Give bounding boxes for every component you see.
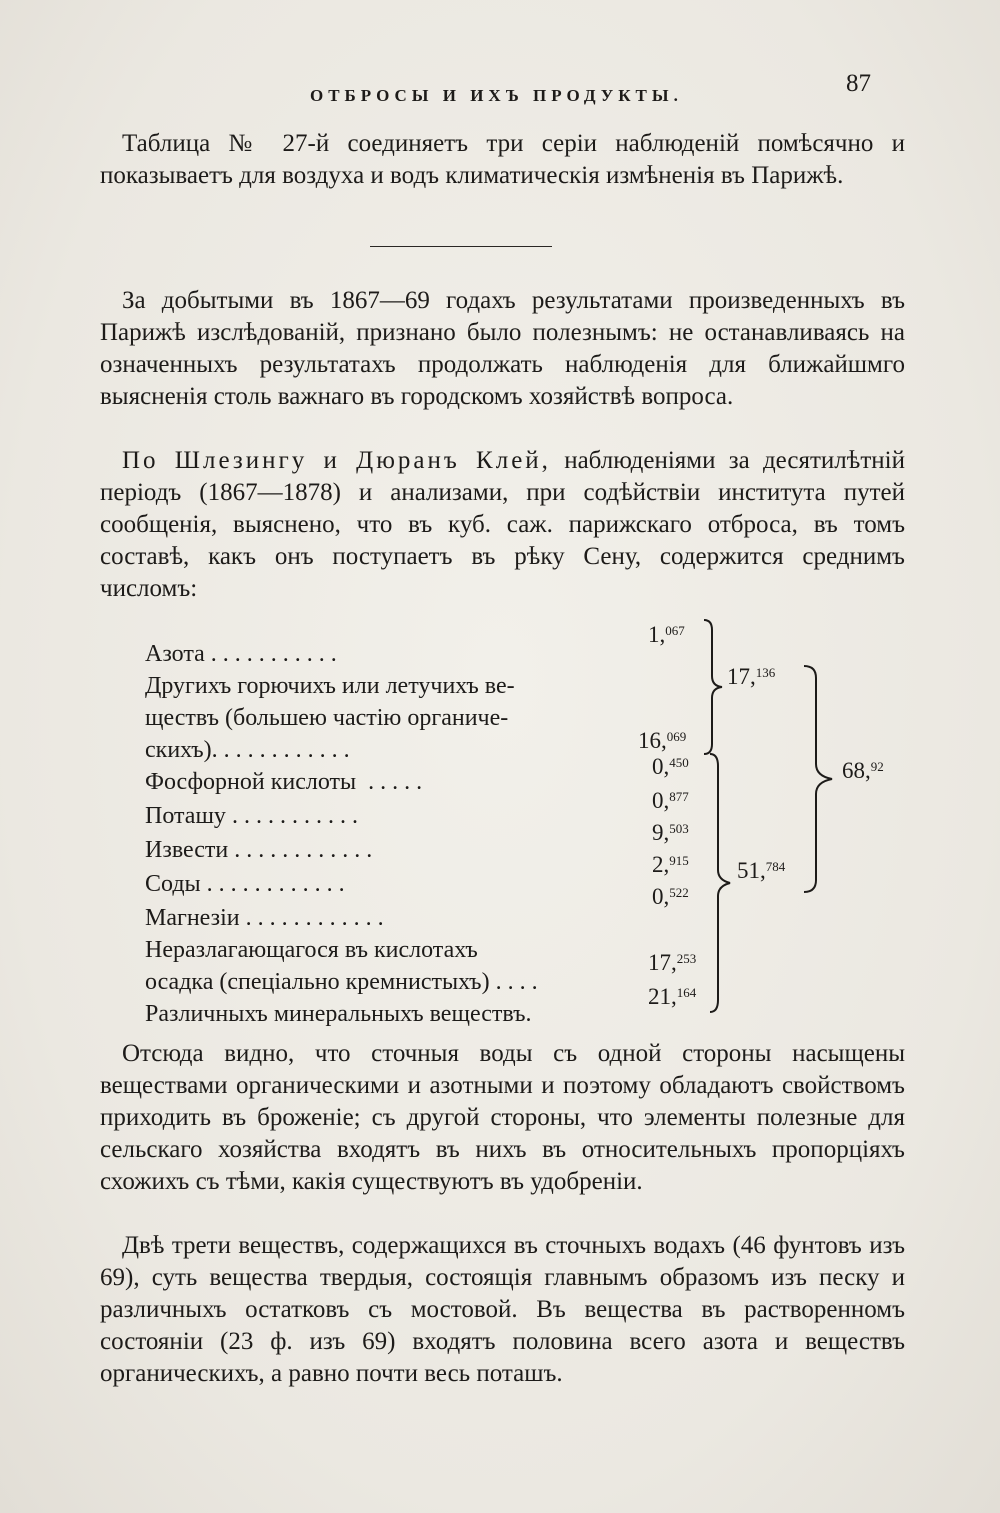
value-magnesia: 0,$^{522}$ bbox=[652, 884, 689, 909]
running-head: ОТБРОСЫ И ИХЪ ПРОДУКТЫ. bbox=[310, 86, 683, 105]
page-number: 87 bbox=[846, 70, 871, 97]
row-potash: Поташу . . . . . . . . . . . bbox=[145, 803, 358, 829]
row-phosphoric: Фосфорной кислоты . . . . . bbox=[145, 769, 423, 795]
row-soda: Соды . . . . . . . . . . . . bbox=[145, 871, 345, 897]
subtotal-organic: 17,$^{136}$ bbox=[727, 664, 776, 689]
row-silica-line2: осадка (спеціально кремнистыхъ) . . . . bbox=[145, 969, 538, 995]
brace-mineral bbox=[706, 752, 738, 1014]
row-mineral: Различныхъ минеральныхъ веществъ. bbox=[145, 1001, 532, 1027]
value-lime: 9,$^{503}$ bbox=[652, 820, 689, 845]
paragraph-4-block bbox=[100, 1038, 905, 1198]
paragraph-1: Таблица № 27-й соединяетъ три серіи наблюденій помѣсячно и показываетъ для воздуха и водъ климатическія измѣненія въ Парижѣ. bbox=[100, 130, 905, 189]
row-organic-line3: скихъ). . . . . . . . . . . . bbox=[145, 737, 350, 763]
row-organic-line2: ществъ (большею частію органиче- bbox=[145, 705, 509, 731]
paragraph-2: За добытыми въ 1867—69 годахъ результатами произведенныхъ въ Парижѣ изслѣдованій, признано было полезнымъ: не останавливаясь на означенныхъ результатахъ продолжать наблюденія для ближайшмго выясненія столь важнаго въ городскомъ хозяйствѣ вопроса. bbox=[100, 287, 905, 410]
value-silica: 17,$^{253}$ bbox=[648, 950, 697, 975]
row-organic-line1: Другихъ горючихъ или летучихъ ве- bbox=[145, 673, 515, 699]
paragraph-1-block bbox=[100, 128, 905, 192]
grand-total: 68,92 bbox=[842, 758, 884, 783]
section-rule bbox=[370, 246, 552, 247]
paragraph-3-rest: наблюденіями за десятилѣтній періодъ (1867—1878) и анализами, при содѣйствіи института путей сообщенія, выяснено, что въ куб. саж. парижскаго отброса, въ томъ составѣ, какъ онъ поступаетъ въ рѣку Сену, содержится среднимъ числомъ: bbox=[100, 447, 905, 602]
value-mineral-misc: 21,$^{164}$ bbox=[648, 984, 697, 1009]
brace-total bbox=[800, 664, 840, 894]
row-silica-line1: Неразлагающагося въ кислотахъ bbox=[145, 937, 478, 963]
subtotal-mineral: 51,$^{784}$ bbox=[737, 858, 786, 883]
paragraph-2-block bbox=[100, 285, 905, 413]
paragraph-5: Двѣ трети веществъ, содержащихся въ сточныхъ водахъ (46 фунтовъ изъ 69), суть вещества твердыя, состоящія главнымъ образомъ изъ песку и различныхъ остатковъ съ мостовой. Въ вещества въ растворенномъ состояніи (23 ф. изъ 69) входятъ половина всего азота и веществъ органическихъ, а равно почти весь поташъ. bbox=[100, 1232, 905, 1387]
authors-spaced: По Шлезингу и Дюранъ Клей, bbox=[122, 447, 551, 474]
row-magnesia: Магнезіи . . . . . . . . . . . . bbox=[145, 905, 384, 931]
value-organic: 16,$^{069}$ bbox=[638, 728, 687, 753]
paragraph-3-block bbox=[100, 445, 905, 605]
paragraph-3 bbox=[100, 445, 905, 605]
row-lime: Извести . . . . . . . . . . . . bbox=[145, 837, 373, 863]
value-soda: 2,$^{915}$ bbox=[652, 852, 689, 877]
brace-organic bbox=[700, 618, 730, 756]
paragraph-4: Отсюда видно, что сточныя воды съ одной стороны насыщены веществами органическими и азотными и поэтому обладаютъ свойствомъ приходить въ броженіе; съ другой стороны, что элементы полезные для сельскаго хозяйства входятъ въ нихъ въ относительныхъ пропорціяхъ схожихъ съ тѣми, какія существуютъ въ удобреніи. bbox=[100, 1040, 905, 1195]
paragraph-5-block bbox=[100, 1230, 905, 1390]
row-nitrogen: Азота . . . . . . . . . . . bbox=[145, 641, 337, 667]
value-phosphoric: 0,$^{450}$ bbox=[652, 754, 689, 779]
value-nitrogen: 1,$^{067}$ bbox=[648, 622, 685, 647]
value-potash: 0,$^{877}$ bbox=[652, 788, 689, 813]
